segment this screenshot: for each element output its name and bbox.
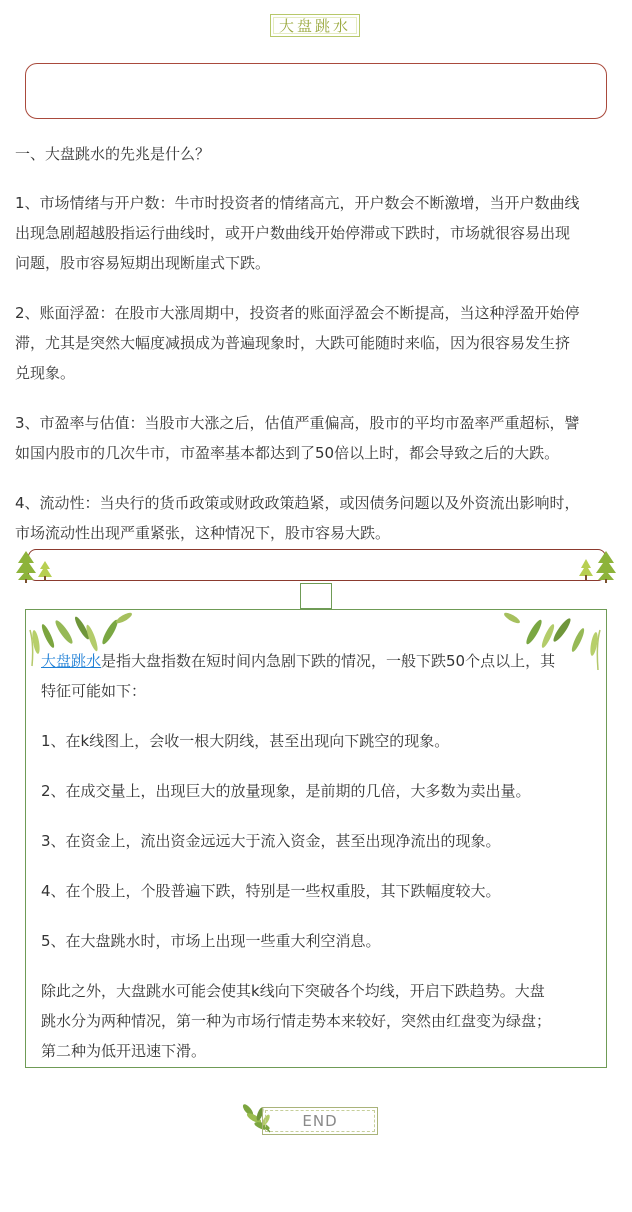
paragraph-line: 如国内股市的几次牛市，市盈率基本都达到了50倍以上时，都会导致之后的大跌。 <box>15 444 560 462</box>
feature-item: 1、在k线图上，会收一根大阴线，甚至出现向下跳空的现象。 <box>41 732 450 750</box>
paragraph-line: 问题，股市容易短期出现断崖式下跌。 <box>15 254 271 272</box>
feature-item: 5、在大盘跳水时，市场上出现一些重大利空消息。 <box>41 932 381 950</box>
topic-link[interactable]: 大盘跳水 <box>41 652 102 670</box>
title-badge <box>270 14 360 37</box>
feature-item: 2、在成交量上，出现巨大的放量现象，是前期的几倍，大多数为卖出量。 <box>41 782 531 800</box>
paragraph-line: 第二种为低开迅速下滑。 <box>41 1042 207 1060</box>
paragraph-line: 3、市盈率与估值：当股市大涨之后，估值严重偏高，股市的平均市盈率严重超标，譬 <box>15 414 580 432</box>
feature-item: 3、在资金上，流出资金远远大于流入资金，甚至出现净流出的现象。 <box>41 832 501 850</box>
paragraph-line: 4、流动性：当央行的货币政策或财政政策趋紧，或因债务问题以及外资流出影响时， <box>15 494 580 512</box>
divider-band <box>28 549 606 581</box>
paragraph-line: 市场流动性出现严重紧张，这种情况下，股市容易大跌。 <box>15 524 391 542</box>
feature-item: 4、在个股上，个股普遍下跌，特别是一些权重股，其下跌幅度较大。 <box>41 882 501 900</box>
empty-frame <box>25 63 607 119</box>
page-title: 大盘跳水 <box>278 17 351 35</box>
small-square-decoration <box>300 583 332 609</box>
paragraph-line: 除此之外，大盘跳水可能会使其k线向下突破各个均线，开启下跌趋势。大盘 <box>41 982 545 1000</box>
paragraph-line: 出现急剧超越股指运行曲线时，或开户数曲线开始停滞或下跌时，市场就很容易出现 <box>15 224 571 242</box>
definition-text: 是指大盘指数在短时间内急剧下跌的情况，一般下跌50个点以上，其 <box>101 652 556 670</box>
end-footer <box>238 1102 380 1136</box>
definition-line <box>41 646 597 676</box>
pine-tree-icon <box>14 549 56 583</box>
paragraph-line: 特征可能如下： <box>41 682 147 700</box>
section-heading: 一、大盘跳水的先兆是什么？ <box>15 145 211 163</box>
paragraph-line: 滞，尤其是突然大幅度减损成为普遍现象时，大跌可能随时来临，因为很容易发生挤 <box>15 334 571 352</box>
end-label: END <box>302 1112 338 1130</box>
paragraph-line: 2、账面浮盈：在股市大涨周期中，投资者的账面浮盈会不断提高，当这种浮盈开始停 <box>15 304 580 322</box>
paragraph-line: 1、市场情绪与开户数：牛市时投资者的情绪高亢，开户数会不断激增，当开户数曲线 <box>15 194 580 212</box>
pine-tree-icon <box>576 549 618 583</box>
paragraph-line: 兑现象。 <box>15 364 76 382</box>
paragraph-line: 跳水分为两种情况，第一种为市场行情走势本来较好，突然由红盘变为绿盘； <box>41 1012 552 1030</box>
